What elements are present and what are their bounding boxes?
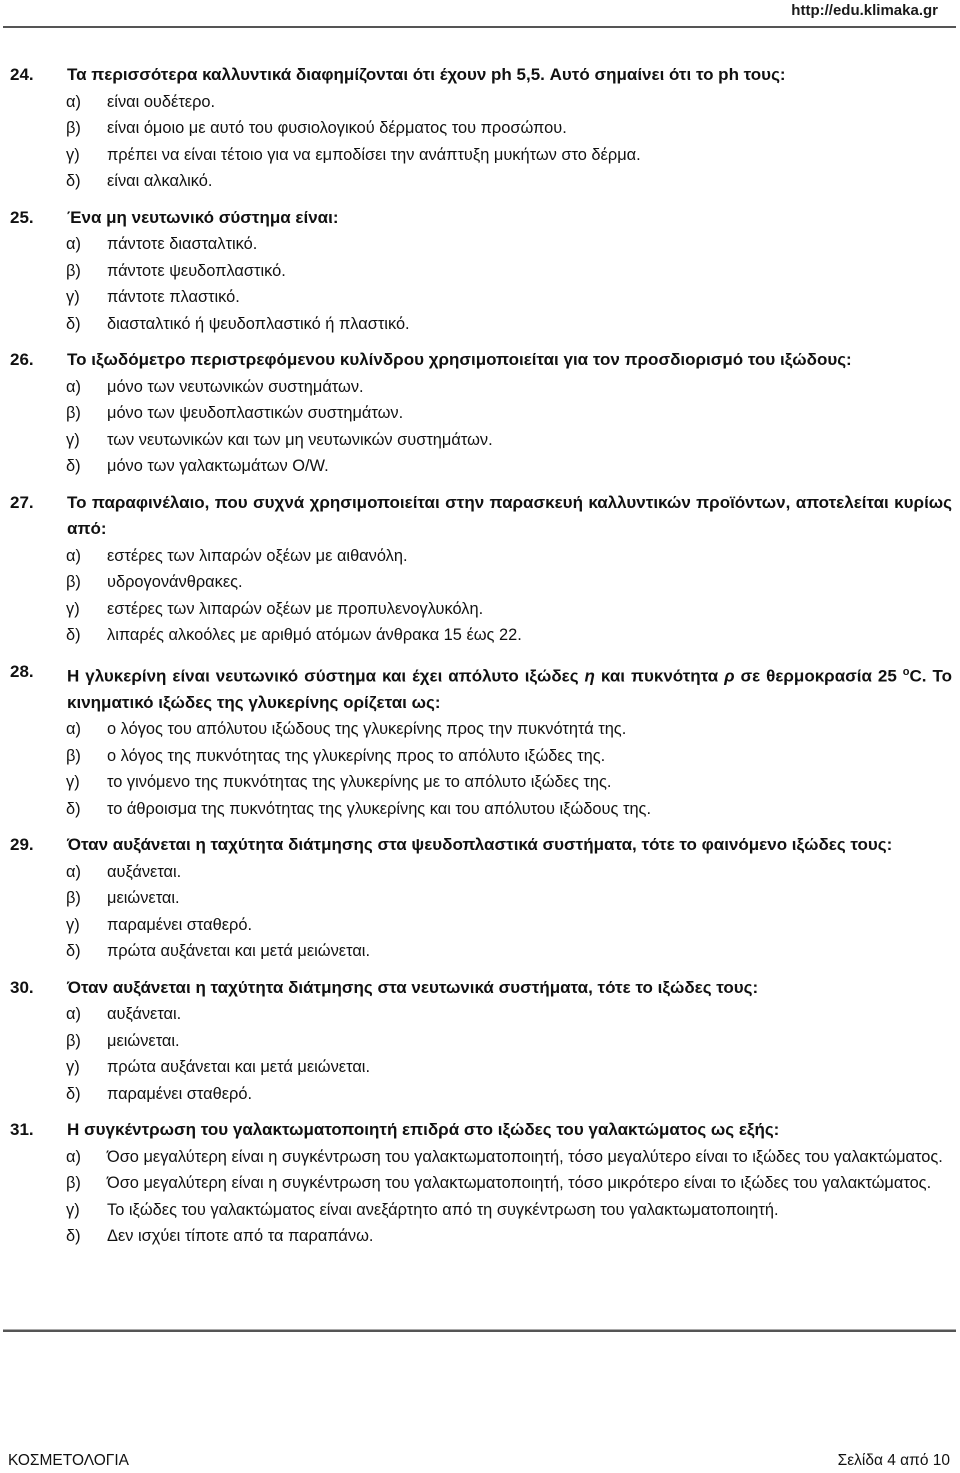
option-text: πάντοτε πλαστικό.	[107, 288, 240, 306]
option-text: Δεν ισχύει τίποτε από τα παραπάνω.	[107, 1227, 374, 1246]
option-text: είναι όμοιο με αυτό του φυσιολογικού δέρματος του προσώπου.	[107, 119, 567, 137]
option-text: μόνο των ψευδοπλαστικών συστημάτων.	[107, 404, 404, 422]
option-text: αυξάνεται.	[107, 862, 182, 881]
question-31	[8, 1117, 956, 1250]
option-label: γ)	[66, 915, 80, 934]
option-label: β)	[66, 573, 81, 591]
option	[66, 168, 956, 195]
option	[66, 938, 956, 965]
option-text: λιπαρές αλκοόλες με αριθμό ατόμων άνθρακα 15 έως 22.	[107, 626, 522, 644]
question-29	[8, 832, 956, 965]
question-28	[8, 659, 956, 823]
option-label: γ)	[66, 1058, 80, 1077]
option	[66, 427, 956, 454]
option-label: α)	[66, 546, 81, 565]
option	[66, 1054, 956, 1081]
question-25	[8, 205, 956, 338]
option	[66, 1170, 956, 1197]
option-text: εστέρες των λιπαρών οξέων με προπυλενογλυκόλη.	[107, 599, 484, 618]
option	[66, 311, 956, 338]
option	[66, 142, 956, 169]
question-number: 29.	[10, 835, 34, 855]
option	[66, 716, 956, 743]
option-label: δ)	[66, 626, 81, 644]
option-text: πρώτα αυξάνεται και μετά μειώνεται.	[107, 1058, 370, 1077]
option-label: β)	[66, 261, 81, 280]
question-number: 25.	[10, 207, 34, 227]
option-text: των νευτωνικών και των μη νευτωνικών συστημάτων.	[107, 430, 493, 449]
option-text: πρώτα αυξάνεται και μετά μειώνεται.	[107, 942, 370, 961]
option-label: δ)	[66, 1227, 81, 1246]
option-label: δ)	[66, 1084, 81, 1103]
question-24	[8, 62, 956, 195]
option-label: δ)	[66, 799, 81, 818]
option-label: β)	[66, 1174, 81, 1193]
option-label: γ)	[66, 773, 80, 792]
question-stem: Το παραφινέλαιο, που συχνά χρησιμοποιείται στην παρασκευή καλλυντικών προϊόντων, αποτελείται κυρίως από:	[67, 492, 952, 538]
site-url[interactable]: http://edu.klimaka.gr	[791, 2, 938, 19]
question-number: 26.	[10, 350, 34, 369]
option-label: β)	[66, 746, 81, 765]
question-number: 30.	[10, 977, 34, 997]
option-label: β)	[66, 1031, 81, 1050]
option-label: α)	[66, 1005, 81, 1024]
option-text: πάντοτε ψευδοπλαστικό.	[107, 261, 286, 280]
option	[66, 596, 956, 623]
question-number: 28.	[10, 661, 34, 681]
question-list	[8, 62, 956, 1250]
option-label: β)	[66, 404, 81, 422]
question-number: 27.	[10, 492, 34, 512]
option-label: δ)	[66, 942, 81, 961]
question-26	[8, 347, 956, 480]
option-text: Όσο μεγαλύτερη είναι η συγκέντρωση του γαλακτωματοποιητή, τόσο μεγαλύτερο είναι το ιξώδες του γαλακτώματος.	[107, 1147, 943, 1166]
option-label: α)	[66, 92, 81, 111]
option-label: α)	[66, 377, 81, 396]
option	[66, 769, 956, 796]
option	[66, 569, 956, 596]
option-text: πάντοτε διασταλτικό.	[107, 235, 258, 253]
rho-symbol: ρ	[724, 666, 735, 686]
option-text: διασταλτικό ή ψευδοπλαστικό ή πλαστικό.	[107, 314, 410, 333]
option	[66, 1144, 956, 1171]
question-stem: Όταν αυξάνεται η ταχύτητα διάτμησης στα νευτωνικά συστήματα, τότε το ιξώδες τους:	[67, 977, 759, 997]
question-stem: Η γλυκερίνη είναι νευτωνικό σύστημα και έχει απόλυτο ιξώδες η και πυκνότητα ρ σε θερμοκρασία 25 $^o$C. Το κινηματικό ιξώδες της γλυκερίνης ορίζεται ως:	[67, 665, 953, 712]
question-27	[8, 490, 956, 649]
question-stem: Τα περισσότερα καλλυντικά διαφημίζονται ότι έχουν ph 5,5. Αυτό σημαίνει ότι το ph τους:	[67, 65, 786, 84]
question-number: 24.	[10, 65, 34, 84]
option-label: γ)	[66, 145, 80, 164]
option	[66, 89, 956, 116]
option-text: το άθροισμα της πυκνότητας της γλυκερίνης και του απόλυτου ιξώδους της.	[107, 799, 652, 818]
option-label: γ)	[66, 288, 80, 306]
option-text: είναι αλκαλικό.	[107, 172, 213, 190]
option	[66, 859, 956, 886]
option	[66, 1197, 956, 1224]
option	[66, 231, 956, 258]
question-stem: Το ιξωδόμετρο περιστρεφόμενου κυλίνδρου χρησιμοποιείται για τον προσδιορισμό του ιξώδους:	[67, 350, 852, 369]
option	[66, 258, 956, 285]
option-text: Όσο μεγαλύτερη είναι η συγκέντρωση του γαλακτωματοποιητή, τόσο μικρότερο είναι το ιξώδες του γαλακτώματος.	[107, 1174, 932, 1193]
question-30	[8, 975, 956, 1108]
option-text: μειώνεται.	[107, 1031, 180, 1050]
option-label: β)	[66, 889, 81, 908]
option	[66, 912, 956, 939]
option-label: γ)	[66, 599, 80, 618]
question-stem: Όταν αυξάνεται η ταχύτητα διάτμησης στα ψευδοπλαστικά συστήματα, τότε το φαινόμενο ιξώδες τους:	[67, 835, 893, 855]
option-text: ο λόγος της πυκνότητας της γλυκερίνης προς το απόλυτο ιξώδες της.	[107, 746, 606, 765]
question-number: 31.	[10, 1120, 34, 1140]
option-label: δ)	[66, 172, 81, 190]
option	[66, 284, 956, 311]
option	[66, 743, 956, 770]
option	[66, 1028, 956, 1055]
option-text: μειώνεται.	[107, 889, 180, 908]
page-footer	[8, 1452, 950, 1470]
option-label: α)	[66, 862, 81, 881]
option-text: παραμένει σταθερό.	[107, 1084, 253, 1103]
option-text: αυξάνεται.	[107, 1005, 182, 1024]
option-label: β)	[66, 119, 81, 137]
eta-symbol: η	[584, 666, 595, 686]
footer-page-number: Σελίδα 4 από 10	[837, 1452, 950, 1469]
option-label: α)	[66, 235, 81, 253]
option	[66, 374, 956, 401]
question-stem: Η συγκέντρωση του γαλακτωματοποιητή επιδρά στο ιξώδες του γαλακτώματος ως εξής:	[67, 1120, 780, 1140]
option-label: γ)	[66, 430, 80, 449]
option-text: ο λόγος του απόλυτου ιξώδους της γλυκερίνης προς την πυκνότητά της.	[107, 720, 627, 739]
option-label: α)	[66, 1147, 81, 1166]
option-text: παραμένει σταθερό.	[107, 915, 253, 934]
option-label: δ)	[66, 457, 81, 475]
option	[66, 115, 956, 142]
option-text: υδρογονάνθρακες.	[107, 573, 243, 591]
option-text: είναι ουδέτερο.	[107, 92, 216, 111]
option	[66, 400, 956, 427]
option-label: δ)	[66, 314, 81, 333]
option-text: το γινόμενο της πυκνότητας της γλυκερίνης με το απόλυτο ιξώδες της.	[107, 773, 612, 792]
option-text: εστέρες των λιπαρών οξέων με αιθανόλη.	[107, 546, 408, 565]
footer-subject: ΚΟΣΜΕΤΟΛΟΓΙΑ	[8, 1452, 129, 1469]
option-text: Το ιξώδες του γαλακτώματος είναι ανεξάρτητο από τη συγκέντρωση του γαλακτωματοποιητή.	[107, 1200, 779, 1219]
option	[66, 543, 956, 570]
question-stem: Ένα μη νευτωνικό σύστημα είναι:	[67, 207, 339, 227]
option-text: μόνο των νευτωνικών συστημάτων.	[107, 377, 364, 396]
option-label: γ)	[66, 1200, 80, 1219]
option-text: πρέπει να είναι τέτοιο για να εμποδίσει την ανάπτυξη μυκήτων στο δέρμα.	[107, 145, 641, 164]
option	[66, 796, 956, 823]
option	[66, 1223, 956, 1250]
option-text: μόνο των γαλακτωμάτων O/W.	[107, 457, 329, 475]
option	[66, 1081, 956, 1108]
option	[66, 622, 956, 649]
option	[66, 1001, 956, 1028]
option	[66, 885, 956, 912]
option-label: α)	[66, 720, 81, 739]
option	[66, 453, 956, 480]
degree-symbol: o	[902, 665, 910, 678]
